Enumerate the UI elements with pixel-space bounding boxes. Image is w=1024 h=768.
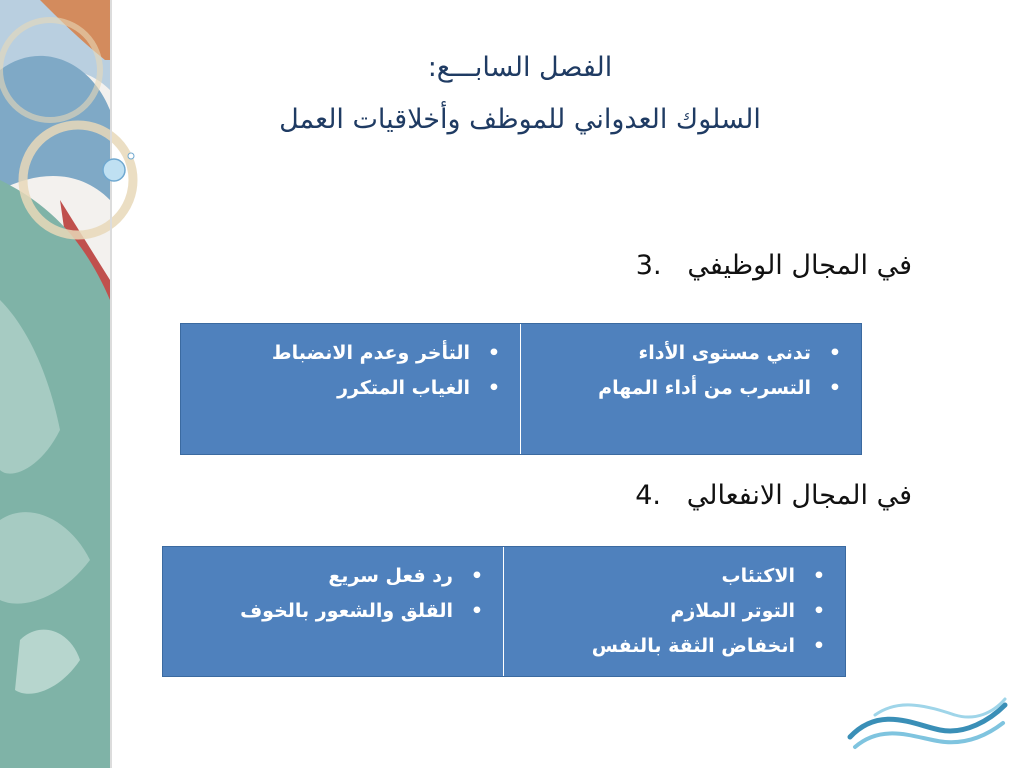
bullet-icon: • [828, 377, 841, 399]
section-heading-emotional [635, 480, 912, 511]
bullet-icon: • [812, 600, 825, 622]
waves-logo-icon [845, 685, 1010, 755]
list-item: • التأخر وعدم الانضباط [195, 336, 500, 371]
slide-title-topic: السلوك العدواني للموظف وأخلاقيات العمل [279, 104, 761, 135]
side-decoration-illustration [0, 0, 140, 768]
table-column [504, 547, 845, 676]
bullet-icon: • [487, 377, 500, 399]
occupational-effects-table [180, 323, 862, 455]
bullet-icon: • [828, 342, 841, 364]
table-column [181, 324, 521, 454]
bullet-icon: • [812, 565, 825, 587]
table-column [163, 547, 504, 676]
bullet-icon: • [470, 600, 483, 622]
list-item: • انخفاض الثقة بالنفس [518, 629, 825, 664]
list-item: • تدني مستوى الأداء [535, 336, 841, 371]
list-item: • الاكتئاب [518, 559, 825, 594]
section-number: .4 [635, 480, 661, 511]
section-heading-text: في المجال الانفعالي [686, 480, 912, 511]
section-heading-text: في المجال الوظيفي [687, 250, 912, 281]
list-item: • رد فعل سريع [177, 559, 483, 594]
list-item: • التوتر الملازم [518, 594, 825, 629]
list-item: • التسرب من أداء المهام [535, 371, 841, 406]
slide-title-chapter: الفصل السابـــع: [427, 52, 613, 83]
list-item: • الغياب المتكرر [195, 371, 500, 406]
section-number: .3 [635, 250, 662, 281]
bullet-icon: • [470, 565, 483, 587]
bullet-icon: • [812, 635, 825, 657]
section-heading-occupational [636, 250, 912, 281]
emotional-effects-table [162, 546, 846, 677]
table-column [521, 324, 861, 454]
list-item: • القلق والشعور بالخوف [177, 594, 483, 629]
bullet-icon: • [487, 342, 500, 364]
